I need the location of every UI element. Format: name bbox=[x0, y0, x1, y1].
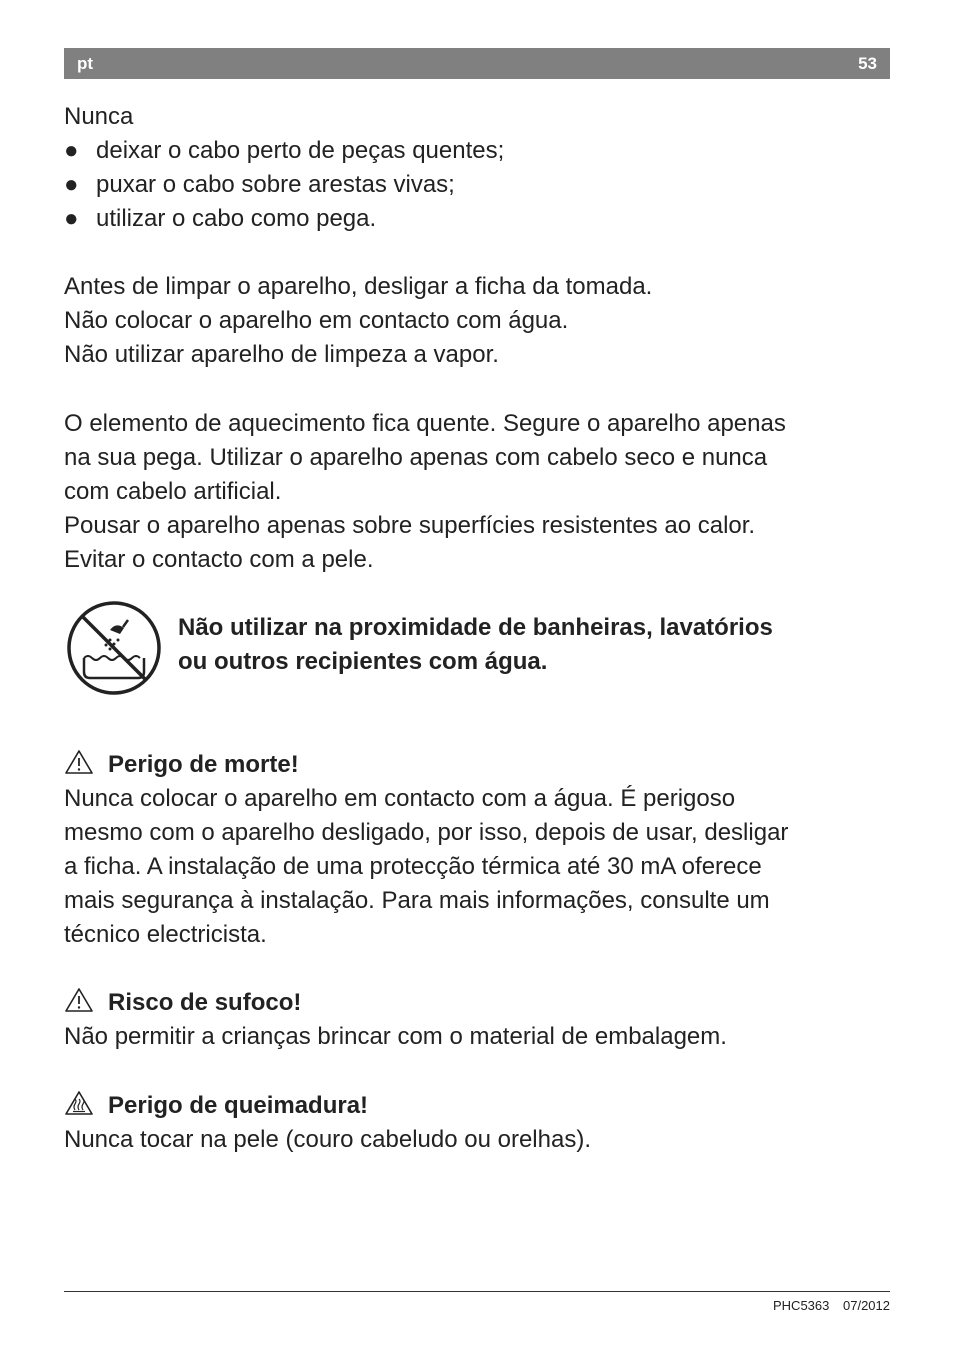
list-item: ● utilizar o cabo como pega. bbox=[64, 202, 504, 236]
paragraph-line: Não permitir a crianças brincar com o material de embalagem. bbox=[64, 1023, 727, 1050]
cord-intro: Nunca bbox=[64, 103, 134, 130]
paragraph-line: mesmo com o aparelho desligado, por isso, depois de usar, desligar bbox=[64, 819, 789, 846]
paragraph-line: na sua pega. Utilizar o aparelho apenas com cabelo seco e nunca bbox=[64, 444, 768, 471]
paragraph-line: a ficha. A instalação de uma protecção térmica até 30 mA oferece bbox=[64, 853, 762, 880]
danger-death-section bbox=[64, 748, 788, 952]
paragraph-line: Evitar o contacto com a pele. bbox=[64, 546, 374, 573]
footer bbox=[763, 1298, 890, 1313]
cleaning-section bbox=[64, 270, 652, 372]
paragraph-line: mais segurança à instalação. Para mais informações, consulte um bbox=[64, 887, 770, 914]
paragraph-line: Antes de limpar o aparelho, desligar a ficha da tomada. bbox=[64, 273, 653, 300]
bullet-icon: ● bbox=[64, 137, 79, 164]
paragraph-line: Pousar o aparelho apenas sobre superfícies resistentes ao calor. bbox=[64, 512, 756, 539]
paragraph-line: Não colocar o aparelho em contacto com água. bbox=[64, 307, 569, 334]
paragraph-line: Não utilizar na proximidade de banheiras, lavatórios bbox=[178, 614, 773, 641]
warning-heading: Perigo de morte! bbox=[64, 748, 788, 782]
paragraph-line: com cabelo artificial. bbox=[64, 478, 282, 505]
footer-divider bbox=[64, 1291, 890, 1292]
warning-heading: Risco de sufoco! bbox=[64, 986, 727, 1020]
paragraph-line: Nunca colocar o aparelho em contacto com a água. É perigoso bbox=[64, 785, 736, 812]
paragraph-line: Não utilizar aparelho de limpeza a vapor. bbox=[64, 341, 499, 368]
paragraph-line: ou outros recipientes com água. bbox=[178, 648, 548, 675]
danger-suffocation-section bbox=[64, 986, 727, 1054]
page-header-bar bbox=[64, 48, 890, 79]
list-item: ● puxar o cabo sobre arestas vivas; bbox=[64, 168, 504, 202]
water-warning-text bbox=[178, 611, 773, 679]
model-number: PHC5363 bbox=[773, 1298, 830, 1313]
bullet-icon: ● bbox=[64, 171, 79, 198]
no-water-bath-icon bbox=[66, 600, 162, 696]
warning-triangle-icon bbox=[64, 987, 94, 1013]
bullet-icon: ● bbox=[64, 205, 79, 232]
language-code: pt bbox=[77, 54, 94, 73]
danger-burn-section bbox=[64, 1089, 591, 1157]
paragraph-line: técnico electricista. bbox=[64, 921, 267, 948]
page-number: 53 bbox=[858, 54, 877, 73]
list-item: ● deixar o cabo perto de peças quentes; bbox=[64, 134, 504, 168]
heating-section bbox=[64, 407, 786, 577]
publication-date: 07/2012 bbox=[843, 1298, 890, 1313]
warning-heading: Perigo de queimadura! bbox=[64, 1089, 591, 1123]
warning-triangle-icon bbox=[64, 749, 94, 775]
hot-surface-warning-icon bbox=[64, 1090, 94, 1116]
paragraph-line: O elemento de aquecimento fica quente. Segure o aparelho apenas bbox=[64, 410, 786, 437]
cord-section bbox=[64, 100, 504, 236]
paragraph-line: Nunca tocar na pele (couro cabeludo ou orelhas). bbox=[64, 1126, 591, 1153]
